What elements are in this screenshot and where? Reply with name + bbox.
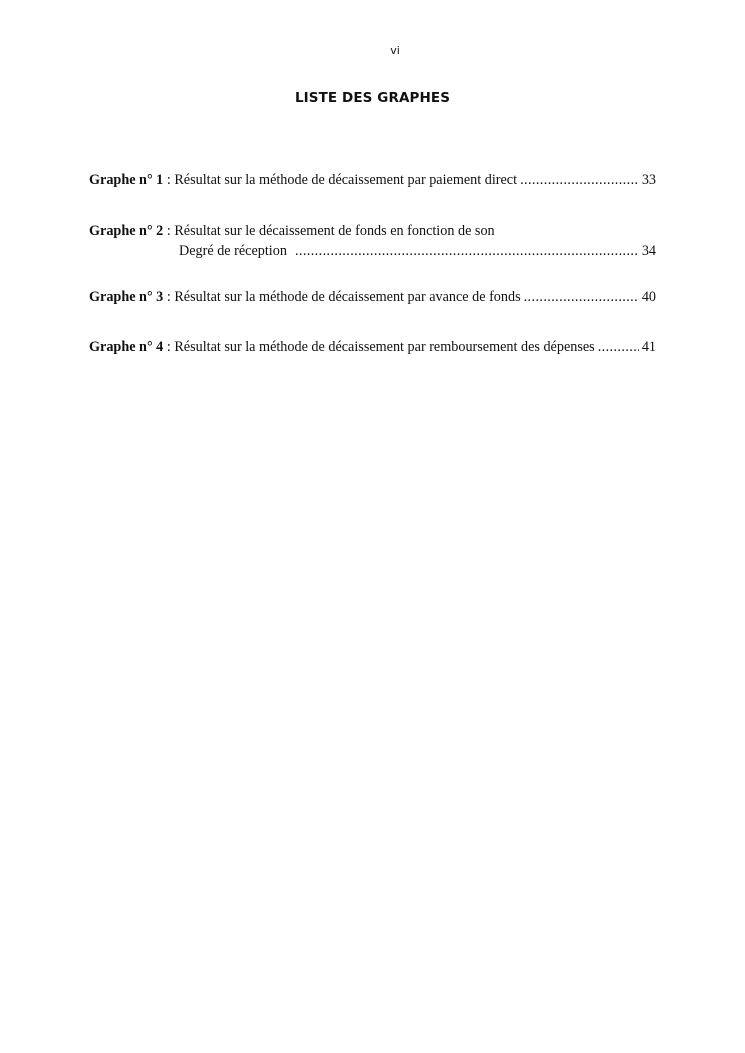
entry-separator: :: [163, 223, 175, 239]
entry-label: Graphe n° 4: [89, 339, 164, 355]
entry-title: Résultat sur le décaissement de fonds en fonction de son: [174, 223, 495, 239]
toc-entry-line: [89, 221, 656, 241]
list-of-graphs: [89, 170, 656, 355]
entry-title: Résultat sur la méthode de décaissement par avance de fonds: [174, 289, 521, 305]
entry-label: Graphe n° 2: [89, 223, 164, 239]
toc-entry-graphe-3[interactable]: [89, 287, 656, 307]
entry-title: Résultat sur la méthode de décaissement par paiement direct: [174, 172, 518, 188]
entry-title: Résultat sur la méthode de décaissement par remboursement des dépenses: [174, 339, 595, 355]
toc-entry-graphe-2[interactable]: [89, 221, 656, 261]
entry-separator: :: [163, 339, 175, 355]
dot-leader: [295, 241, 639, 261]
entry-page-number: 41: [641, 339, 656, 355]
dot-leader: [520, 170, 639, 190]
entry-page-number: 33: [641, 172, 656, 188]
toc-entry-graphe-4[interactable]: [89, 337, 656, 357]
dot-leader: [524, 287, 639, 307]
toc-entry-line: [89, 287, 656, 307]
page-title: LISTE DES GRAPHES: [294, 90, 451, 106]
toc-entry-continuation-line: [89, 241, 656, 261]
entry-separator: :: [163, 289, 175, 305]
toc-entry-line: [89, 337, 656, 357]
entry-page-number: 34: [641, 243, 656, 259]
page-number: vi: [390, 44, 400, 57]
dot-leader: [598, 337, 639, 357]
entry-separator: :: [163, 172, 175, 188]
entry-title-continuation: Degré de réception: [179, 243, 287, 259]
entry-label: Graphe n° 3: [89, 289, 164, 305]
entry-page-number: 40: [641, 289, 656, 305]
toc-entry-line: [89, 170, 656, 190]
toc-entry-graphe-1[interactable]: [89, 170, 656, 190]
entry-label: Graphe n° 1: [89, 172, 164, 188]
